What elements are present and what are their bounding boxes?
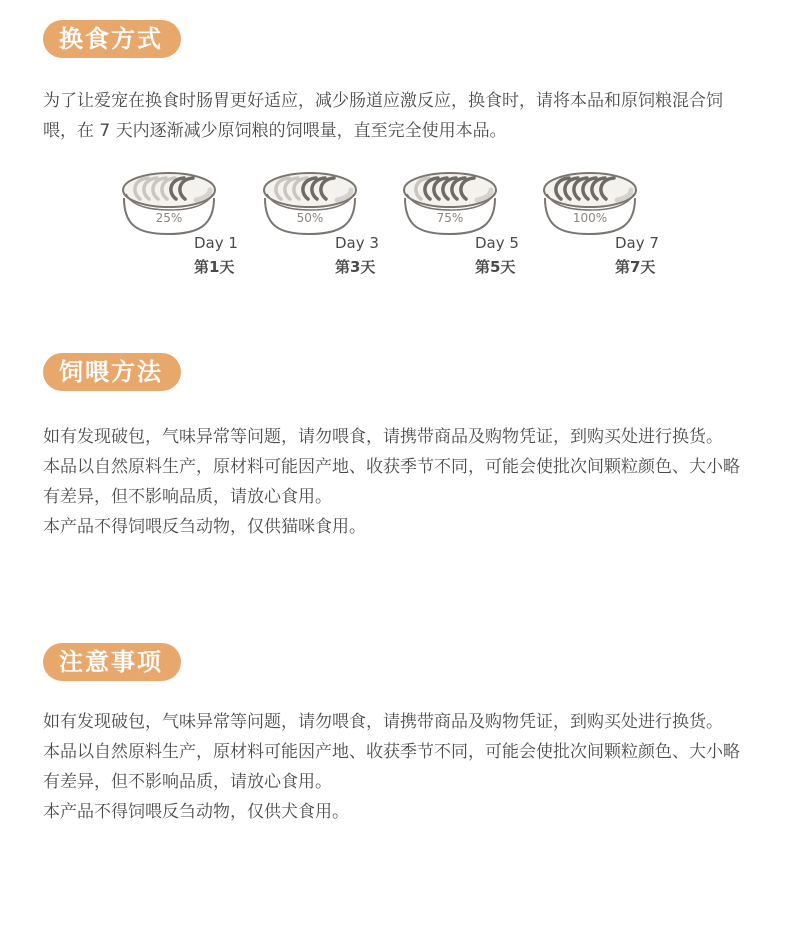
bowl-percent: 75% — [436, 211, 464, 225]
feeding-method-text — [43, 422, 743, 542]
section-title-food-transition: 换食方式 — [43, 20, 181, 58]
schedule-step-day-5 — [399, 168, 529, 283]
schedule-step-day-1 — [118, 168, 248, 283]
schedule-step-day-3 — [259, 168, 389, 283]
pet-bowl-icon — [539, 168, 669, 238]
pet-bowl-icon — [259, 168, 389, 238]
bowl-percent: 100% — [572, 211, 608, 225]
section-title-feeding-method: 饲喂方法 — [43, 353, 181, 391]
feeding-method-paragraph: 本品以自然原料生产，原材料可能因产地、收获季节不同，可能会使批次间颗粒颜色、大小略有差异，但不影响品质，请放心食用。 — [43, 457, 740, 507]
food-transition-text — [43, 86, 743, 146]
day-label-en: Day 5 — [475, 234, 519, 252]
pet-bowl-icon — [399, 168, 529, 238]
day-label-cn: 第7天 — [615, 258, 656, 276]
section-title-precautions: 注意事项 — [43, 643, 181, 681]
feeding-method-paragraph: 如有发现破包，气味异常等问题，请勿喂食，请携带商品及购物凭证，到购买处进行换货。 — [43, 427, 723, 447]
schedule-step-day-7 — [539, 168, 669, 283]
food-transition-paragraph: 为了让爱宠在换食时肠胃更好适应，减少肠道应激反应，换食时，请将本品和原饲粮混合饲喂，在 7 天内逐渐减少原饲粮的饲喂量，直至完全使用本品。 — [43, 91, 723, 141]
precautions-text — [43, 707, 743, 827]
bowl-percent: 50% — [296, 211, 324, 225]
day-label-en: Day 3 — [335, 234, 379, 252]
pet-bowl-icon — [118, 168, 248, 238]
bowl-percent: 25% — [155, 211, 183, 225]
day-label-en: Day 7 — [615, 234, 659, 252]
precautions-paragraph: 本品以自然原料生产，原材料可能因产地、收获季节不同，可能会使批次间颗粒颜色、大小略有差异，但不影响品质，请放心食用。 — [43, 742, 740, 792]
day-label-en: Day 1 — [194, 234, 238, 252]
precautions-paragraph: 本产品不得饲喂反刍动物，仅供犬食用。 — [43, 802, 349, 822]
precautions-paragraph: 如有发现破包，气味异常等问题，请勿喂食，请携带商品及购物凭证，到购买处进行换货。 — [43, 712, 723, 732]
day-label-cn: 第5天 — [475, 258, 516, 276]
day-label-cn: 第1天 — [194, 258, 235, 276]
transition-schedule — [118, 168, 678, 283]
day-label-cn: 第3天 — [335, 258, 376, 276]
feeding-method-paragraph: 本产品不得饲喂反刍动物，仅供猫咪食用。 — [43, 517, 366, 537]
